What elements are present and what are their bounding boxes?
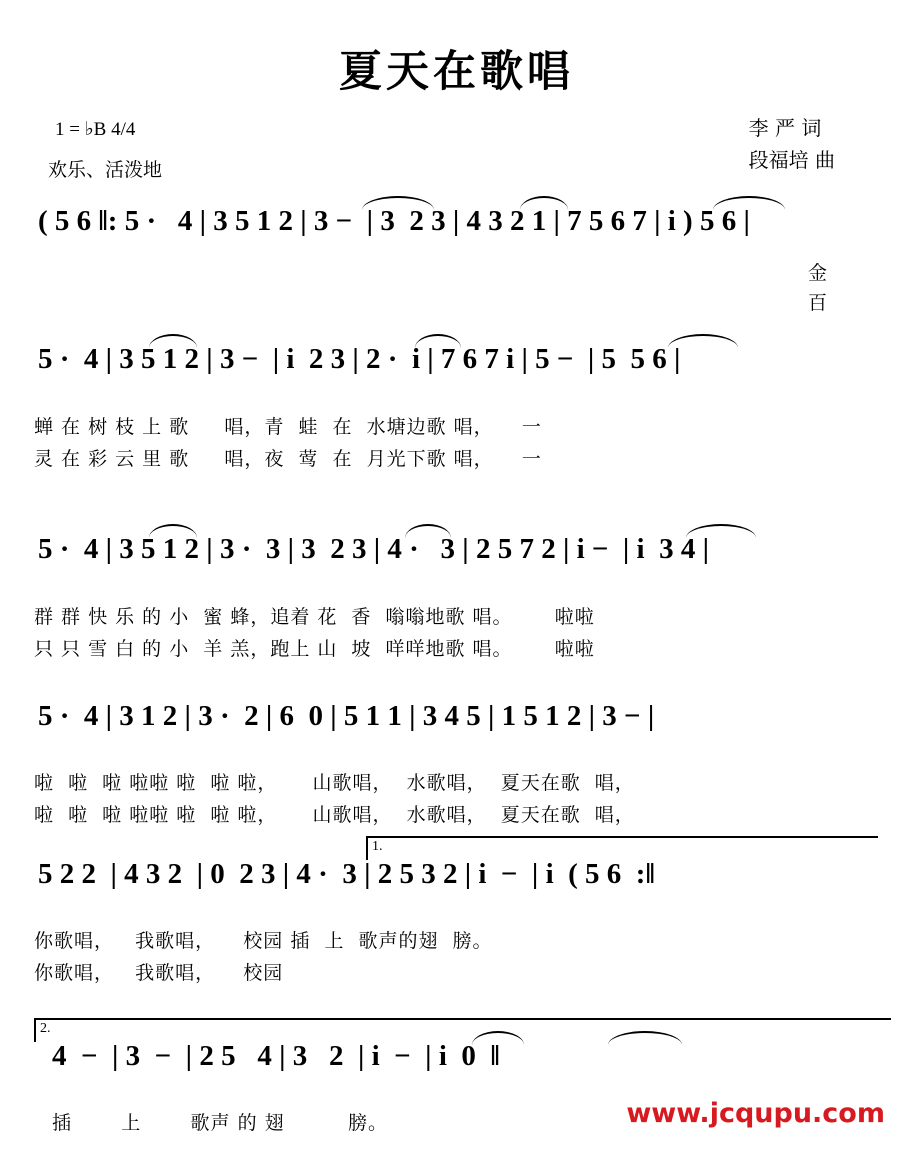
system-1-lyrics-verse-1: 蝉 在 树 枝 上 歌 唱，青 蛙 在 水塘边歌 唱， 一: [34, 416, 542, 438]
system-4-lyrics-verse-2: 你歌唱， 我歌唱， 校园: [34, 962, 284, 984]
system-intro-notes: ( 5 6 ‖: 5 · 4 | 3 5 1 2 | 3 − | 3 2 3 | 4 3 2 1 | 7 5 6 7 | i ) 5 6 |: [38, 205, 750, 237]
system-1-lyrics-verse-2: 灵 在 彩 云 里 歌 唱，夜 莺 在 月光下歌 唱， 一: [34, 448, 542, 470]
slur-icon: [149, 524, 197, 538]
slur-icon: [415, 334, 461, 348]
page-title: 夏天在歌唱: [339, 47, 574, 97]
system-1-notes: 5 · 4 | 3 5 1 2 | 3 − | i 2 3 | 2 · i | 7 6 7 i | 5 − | 5 5 6 |: [38, 343, 681, 375]
volta-label-2: 2.: [40, 1021, 51, 1036]
system-2-lyrics-verse-1: 群 群 快 乐 的 小 蜜 蜂，追着 花 香 嗡嗡地歌 唱。 啦啦: [34, 606, 595, 628]
pickup-word-1: 金: [808, 262, 829, 284]
tempo-mood-marking: 欢乐、活泼地: [48, 159, 163, 181]
key-signature-text: 1 = ♭B 4/4: [55, 119, 136, 140]
pickup-word-2: 百: [808, 292, 829, 314]
slur-icon: [520, 196, 568, 210]
website-watermark: www.jcqupu.com: [626, 1098, 885, 1129]
credits: [749, 112, 835, 176]
system-4-lyrics-verse-1: 你歌唱， 我歌唱， 校园 插 上 歌声的翅 膀。: [34, 930, 493, 952]
slur-icon: [686, 524, 756, 538]
slur-icon: [713, 196, 785, 210]
volta-label-1: 1.: [372, 839, 383, 854]
system-5-notes: 4 − | 3 − | 2 5 4 | 3 2 | i − | i 0 ‖: [52, 1040, 500, 1072]
slur-icon: [668, 334, 738, 348]
system-3-notes: 5 · 4 | 3 1 2 | 3 · 2 | 6 0 | 5 1 1 | 3 4 5 | 1 5 1 2 | 3 − |: [38, 700, 655, 732]
volta-bracket-2: [34, 1018, 891, 1042]
system-3-lyrics-verse-2: 啦 啦 啦 啦啦 啦 啦 啦， 山歌唱， 水歌唱， 夏天在歌 唱，: [34, 804, 635, 826]
system-2-lyrics-verse-2: 只 只 雪 白 的 小 羊 羔，跑上 山 坡 咩咩地歌 唱。 啦啦: [34, 638, 595, 660]
system-4-notes: 5 2 2 | 4 3 2 | 0 2 3 | 4 · 3 | 2 5 3 2 | i − | i ( 5 6 :‖: [38, 858, 655, 890]
system-2-notes: 5 · 4 | 3 5 1 2 | 3 · 3 | 3 2 3 | 4 · 3 | 2 5 7 2 | i − | i 3 4 |: [38, 533, 709, 565]
slur-icon: [362, 196, 434, 210]
slur-icon: [405, 524, 451, 538]
composer-credit: 段福培 曲: [748, 148, 835, 172]
slur-icon: [149, 334, 197, 348]
system-3-lyrics-verse-1: 啦 啦 啦 啦啦 啦 啦 啦， 山歌唱， 水歌唱， 夏天在歌 唱，: [34, 772, 635, 794]
system-5-lyrics: 插 上 歌声 的 翅 膀。: [52, 1112, 388, 1134]
volta-bracket-1: [366, 836, 878, 860]
key-signature: [55, 118, 135, 141]
lyricist-credit: 李 严 词: [748, 116, 822, 140]
